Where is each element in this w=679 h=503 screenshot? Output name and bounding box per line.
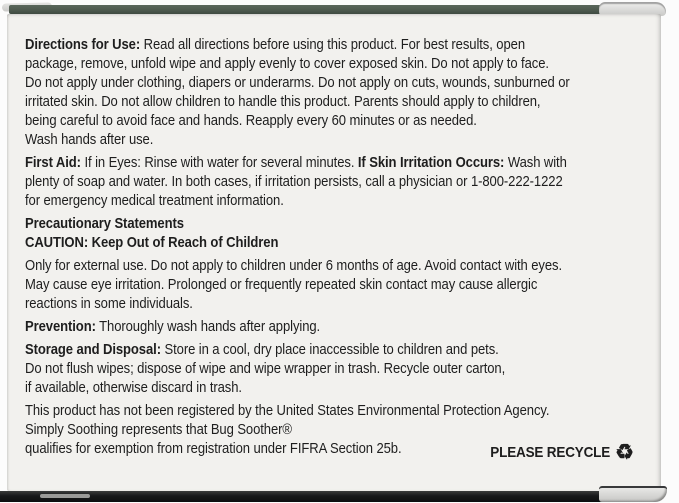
label-line [25, 172, 634, 191]
recycle-icon: ♻ [615, 441, 634, 464]
text-segment: Thoroughly wash hands after applying. [95, 318, 321, 335]
text-segment: First Aid: [25, 154, 81, 171]
text-segment: CAUTION: Keep Out of Reach of Children [25, 234, 279, 251]
text-segment: Do not apply under clothing, diapers or underarms. Do not apply on cuts, wounds, sunburned or [25, 74, 570, 91]
text-segment: package, remove, unfold wipe and apply evenly to cover exposed skin. Do not apply to face. [25, 55, 549, 72]
label-line [25, 153, 634, 172]
label-line [25, 317, 634, 336]
text-segment: Simply Soothing represents that Bug Soother® [25, 421, 292, 438]
product-box [7, 2, 663, 501]
text-segment: Storage and Disposal: [25, 341, 161, 358]
label-line [25, 35, 634, 54]
box-top-edge [9, 5, 607, 14]
text-segment: qualifies for exemption from registration under FIFRA Section 25b. [25, 440, 402, 457]
label-line [25, 294, 634, 313]
text-segment: Wash hands after use. [25, 131, 154, 148]
text-segment: Directions for Use: [25, 36, 141, 53]
box-bottom-flap-right [599, 486, 667, 502]
label-line [25, 256, 634, 275]
label-paragraph-external-use-warning [25, 256, 634, 313]
text-segment: if available, otherwise discard in trash. [25, 379, 242, 396]
label-line [25, 92, 634, 111]
text-segment: Prevention: [25, 318, 96, 335]
box-bottom-edge [0, 491, 607, 502]
label-line [25, 401, 634, 420]
text-segment: Read all directions before using this product. For best results, open [140, 36, 526, 53]
text-segment: Do not flush wipes; dispose of wipe and wipe wrapper in trash. Recycle outer carton, [25, 360, 506, 377]
text-segment: irritated skin. Do not allow children to handle this product. Parents should apply to children, [25, 93, 541, 110]
label-line [25, 233, 634, 252]
label-line [25, 73, 634, 92]
text-segment: being careful to avoid face and hands. Reapply every 60 minutes or as needed. [25, 112, 477, 129]
text-segment: Wash with [504, 154, 567, 171]
label-line [25, 275, 634, 294]
label-line [25, 340, 634, 359]
text-segment: plenty of soap and water. In both cases, if irritation persists, call a physician or 1-800-222-1222 [25, 173, 563, 190]
label-paragraph-first-aid [25, 153, 634, 210]
label-line [25, 359, 634, 378]
label-panel [7, 14, 661, 491]
label-line [25, 378, 634, 397]
text-segment: reactions in some individuals. [25, 295, 193, 312]
label-paragraph-directions-for-use [25, 35, 634, 149]
label-text [25, 35, 634, 462]
label-line [25, 130, 634, 149]
text-segment: Only for external use. Do not apply to children under 6 months of age. Avoid contact with eyes. [25, 257, 563, 274]
label-line [25, 214, 634, 233]
label-line [25, 54, 634, 73]
label-line [25, 420, 634, 439]
text-segment: May cause eye irritation. Prolonged or frequently repeated skin contact may cause allergic [25, 276, 538, 293]
label-line [25, 111, 634, 130]
label-line [25, 191, 634, 210]
recycle-note [477, 442, 634, 463]
text-segment: Precautionary Statements [25, 215, 184, 232]
text-segment: If Skin Irritation Occurs: [357, 154, 505, 171]
label-paragraph-precautionary-statements [25, 214, 634, 252]
text-segment: for emergency medical treatment information. [25, 192, 284, 209]
box-bottom-edge-highlight [40, 494, 90, 498]
text-segment: This product has not been registered by the United States Environmental Protection Agency. [25, 402, 550, 419]
text-segment: If in Eyes: Rinse with water for several minutes. [80, 154, 358, 171]
label-paragraph-storage-and-disposal [25, 340, 634, 397]
text-segment: Store in a cool, dry place inaccessible to children and pets. [160, 341, 499, 358]
recycle-label: PLEASE RECYCLE [490, 444, 611, 461]
label-paragraph-prevention [25, 317, 634, 336]
